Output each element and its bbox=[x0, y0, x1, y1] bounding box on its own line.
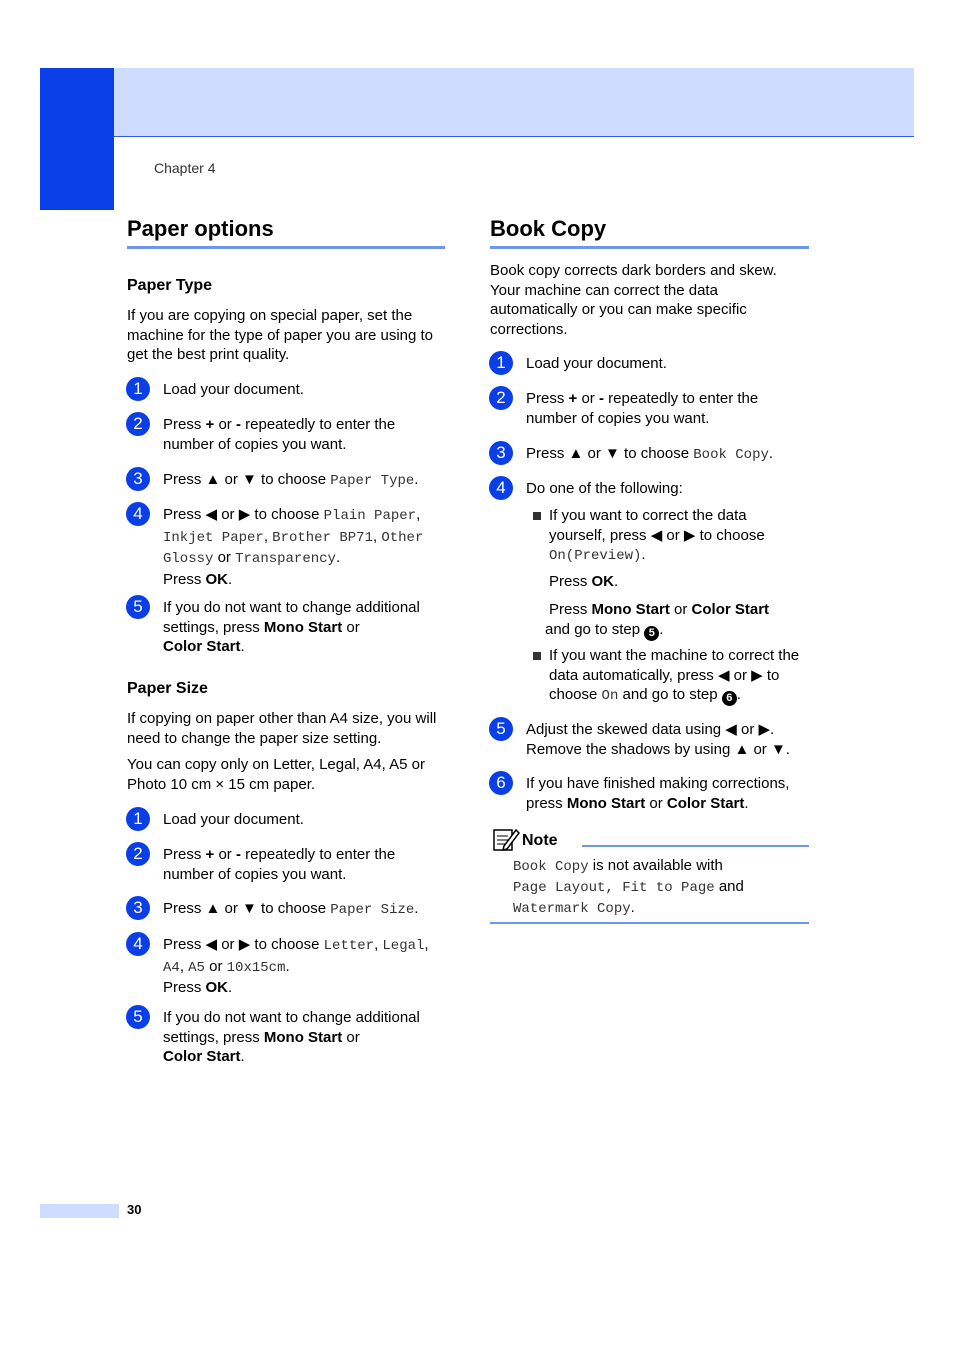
separator: , bbox=[179, 957, 189, 975]
book-copy-step-1 bbox=[496, 353, 811, 374]
mono-start-key: Mono Start bbox=[566, 794, 646, 812]
paper-size-step-4 bbox=[133, 934, 448, 998]
book-copy-step-6 bbox=[496, 773, 811, 813]
paper-size-step-5 bbox=[133, 1007, 448, 1067]
book-copy-title: Book Copy bbox=[490, 216, 607, 241]
paper-size-intro-2: You can copy only on Letter, Legal, A4, A5 or Photo 10 cm × 15 cm paper. bbox=[127, 756, 426, 793]
menu-option: Transparency bbox=[235, 551, 336, 567]
step-text: Press ▲ or ▼ to choose bbox=[163, 900, 331, 917]
bullet-text: . bbox=[614, 573, 619, 590]
paper-size-step-3 bbox=[133, 898, 448, 921]
menu-option: Paper Size bbox=[330, 902, 415, 918]
step-text: . bbox=[228, 570, 233, 588]
step-text: or bbox=[214, 416, 236, 433]
step-text: . bbox=[240, 1048, 245, 1065]
ok-key: OK bbox=[591, 573, 615, 590]
step-text: Press bbox=[163, 416, 206, 433]
bullet-auto-correction bbox=[549, 646, 809, 707]
menu-option: On bbox=[601, 688, 619, 704]
paper-type-step-3 bbox=[133, 469, 448, 492]
paper-size-step-2 bbox=[133, 844, 448, 884]
step-text: Remove the shadows by using ▲ or ▼. bbox=[526, 740, 790, 758]
paper-options-title: Paper options bbox=[127, 216, 274, 241]
book-copy-step-5 bbox=[496, 719, 811, 759]
book-copy-step-2 bbox=[496, 388, 811, 428]
step-number: 3 bbox=[489, 441, 513, 465]
paper-type-step-1 bbox=[133, 379, 448, 400]
separator: , bbox=[263, 527, 273, 545]
step-text: Press bbox=[163, 570, 206, 588]
step-number: 1 bbox=[126, 807, 150, 831]
step-number: 4 bbox=[126, 932, 150, 956]
note-text-part: and bbox=[714, 878, 744, 895]
step-text: Press bbox=[163, 846, 206, 863]
bullet-text: and go to step bbox=[618, 686, 722, 703]
menu-option: Legal bbox=[382, 938, 425, 954]
menu-option: Letter bbox=[323, 938, 375, 954]
book-copy-step-3 bbox=[496, 443, 811, 466]
step-number: 5 bbox=[126, 1005, 150, 1029]
step-text: Load your document. bbox=[163, 381, 304, 398]
step-text: or bbox=[342, 1028, 360, 1046]
step-number: 3 bbox=[126, 896, 150, 920]
note-rule bbox=[582, 845, 809, 847]
separator: , bbox=[424, 936, 429, 953]
bullet-text: and go to step bbox=[545, 620, 645, 638]
separator: , bbox=[373, 527, 382, 545]
step-text: Press bbox=[163, 979, 206, 996]
paper-size-intro-1: If copying on paper other than A4 size, you will need to change the paper size setting. bbox=[127, 710, 437, 747]
color-start-key: Color Start bbox=[666, 794, 745, 812]
step-text: . bbox=[228, 979, 233, 996]
step-text: Press bbox=[526, 390, 569, 407]
step-number: 4 bbox=[489, 476, 513, 500]
menu-option: Other Glossy bbox=[163, 529, 424, 567]
step-reference: 5 bbox=[644, 626, 659, 641]
minus-key: - bbox=[235, 416, 241, 433]
bullet-text: If you want to correct the data yourself, press ◀ or ▶ to choose bbox=[549, 507, 765, 544]
step-text: Press ▲ or ▼ to choose bbox=[163, 471, 331, 488]
step-text: If you do not want to change additional settings, press bbox=[163, 599, 420, 636]
mono-start-key: Mono Start bbox=[263, 1028, 343, 1046]
step-text: Press ▲ or ▼ to choose bbox=[526, 445, 694, 462]
note-text bbox=[513, 856, 803, 919]
bullet-text: Press bbox=[549, 601, 592, 618]
menu-option: Fit to Page bbox=[622, 880, 715, 896]
menu-option: Inkjet Paper bbox=[163, 529, 264, 546]
plus-key: + bbox=[205, 416, 215, 433]
separator: . bbox=[335, 549, 341, 566]
minus-key: - bbox=[598, 390, 604, 407]
note-text-part: is not available with bbox=[588, 857, 723, 874]
menu-option: A4 bbox=[163, 959, 180, 976]
step-text: Load your document. bbox=[163, 811, 304, 828]
step-text: or bbox=[214, 846, 236, 863]
note-pencil-icon bbox=[492, 826, 520, 852]
step-text: repeatedly to enter the number of copies you want. bbox=[163, 416, 396, 453]
bullet-text: or bbox=[669, 601, 692, 618]
step-text: If you have finished making corrections, press bbox=[526, 775, 790, 812]
bullet-manual-correction bbox=[549, 506, 799, 567]
menu-option: Book Copy bbox=[513, 859, 589, 875]
step-number: 1 bbox=[126, 377, 150, 401]
menu-option: Paper Type bbox=[330, 473, 415, 489]
step-number: 2 bbox=[489, 386, 513, 410]
chapter-label: Chapter 4 bbox=[154, 160, 216, 176]
step-text: . bbox=[240, 638, 245, 655]
paper-type-step-5 bbox=[133, 597, 448, 657]
ok-key: OK bbox=[205, 979, 229, 996]
step-text: Press ◀ or ▶ to choose bbox=[163, 506, 324, 523]
step-text: . bbox=[414, 900, 419, 917]
paper-type-step-2 bbox=[133, 414, 448, 454]
chapter-tab bbox=[40, 68, 114, 210]
title-rule bbox=[127, 246, 445, 249]
step-reference: 6 bbox=[722, 691, 737, 706]
separator: , bbox=[374, 936, 383, 953]
plus-key: + bbox=[205, 846, 215, 863]
paper-type-heading: Paper Type bbox=[127, 277, 213, 294]
menu-option: Watermark Copy bbox=[513, 901, 631, 917]
bullet-press-ok bbox=[549, 572, 809, 592]
mono-start-key: Mono Start bbox=[591, 601, 670, 618]
mono-start-key: Mono Start bbox=[263, 618, 343, 636]
bullet-square bbox=[533, 652, 541, 660]
menu-option: Plain Paper bbox=[323, 508, 417, 524]
bullet-text: If you want the machine to correct the data automatically, press ◀ or ▶ to choose bbox=[549, 647, 800, 703]
step-number: 2 bbox=[126, 412, 150, 436]
menu-option: 10x15cm bbox=[226, 959, 286, 976]
footer-bar bbox=[40, 1204, 119, 1218]
step-text: or bbox=[342, 618, 360, 636]
step-text: If you do not want to change additional settings, press bbox=[163, 1009, 420, 1046]
separator: , bbox=[416, 506, 421, 523]
bullet-text: . bbox=[641, 546, 646, 563]
menu-option: On(Preview) bbox=[549, 548, 642, 564]
bullet-text: Press bbox=[549, 573, 592, 590]
bullet-press-start bbox=[545, 600, 809, 641]
note-text-part: , bbox=[605, 880, 623, 896]
step-text: Adjust the skewed data using ◀ or ▶. bbox=[526, 721, 775, 738]
color-start-key: Color Start bbox=[691, 601, 770, 618]
color-start-key: Color Start bbox=[163, 1048, 241, 1065]
step-text: repeatedly to enter the number of copies you want. bbox=[163, 846, 396, 883]
plus-key: + bbox=[568, 390, 578, 407]
paper-size-heading: Paper Size bbox=[127, 680, 208, 697]
page-number: 30 bbox=[127, 1202, 142, 1217]
step-text: or bbox=[645, 794, 667, 812]
separator: . bbox=[285, 957, 290, 975]
bullet-square bbox=[533, 512, 541, 520]
step-number: 5 bbox=[126, 595, 150, 619]
step-text: . bbox=[768, 445, 774, 462]
note-box bbox=[490, 824, 809, 924]
minus-key: - bbox=[235, 846, 241, 863]
step-text: Press ◀ or ▶ to choose bbox=[163, 936, 324, 953]
step-number: 4 bbox=[126, 502, 150, 526]
menu-option: Page Layout bbox=[513, 880, 606, 896]
separator: or bbox=[213, 549, 236, 566]
step-number: 1 bbox=[489, 351, 513, 375]
step-number: 6 bbox=[489, 771, 513, 795]
separator: or bbox=[204, 957, 227, 975]
bullet-text: . bbox=[659, 620, 664, 638]
step-text: Load your document. bbox=[526, 355, 667, 372]
step-number: 5 bbox=[489, 717, 513, 741]
step-text: . bbox=[744, 794, 749, 812]
step-text: or bbox=[577, 390, 599, 407]
menu-option: Book Copy bbox=[693, 447, 769, 463]
bullet-text: . bbox=[736, 686, 741, 703]
note-text-part: . bbox=[630, 899, 635, 916]
step-text: repeatedly to enter the number of copies you want. bbox=[526, 390, 759, 427]
color-start-key: Color Start bbox=[163, 638, 241, 655]
step-text: . bbox=[414, 471, 419, 488]
ok-key: OK bbox=[205, 570, 229, 588]
paper-size-step-1 bbox=[133, 809, 448, 830]
menu-option: Brother BP71 bbox=[272, 529, 373, 546]
paper-type-intro: If you are copying on special paper, set the machine for the type of paper you are using to get the best print quality. bbox=[127, 307, 434, 363]
book-copy-step-4 bbox=[496, 478, 811, 499]
title-rule bbox=[490, 246, 809, 249]
header-band bbox=[114, 68, 914, 137]
note-title: Note bbox=[522, 832, 558, 849]
menu-option: A5 bbox=[188, 959, 205, 976]
step-number: 3 bbox=[126, 467, 150, 491]
step-number: 2 bbox=[126, 842, 150, 866]
paper-type-step-4 bbox=[133, 504, 448, 589]
step-text: Do one of the following: bbox=[526, 480, 683, 497]
book-copy-intro: Book copy corrects dark borders and skew. Your machine can correct the data automatically or you can make specific corrections. bbox=[490, 262, 777, 338]
